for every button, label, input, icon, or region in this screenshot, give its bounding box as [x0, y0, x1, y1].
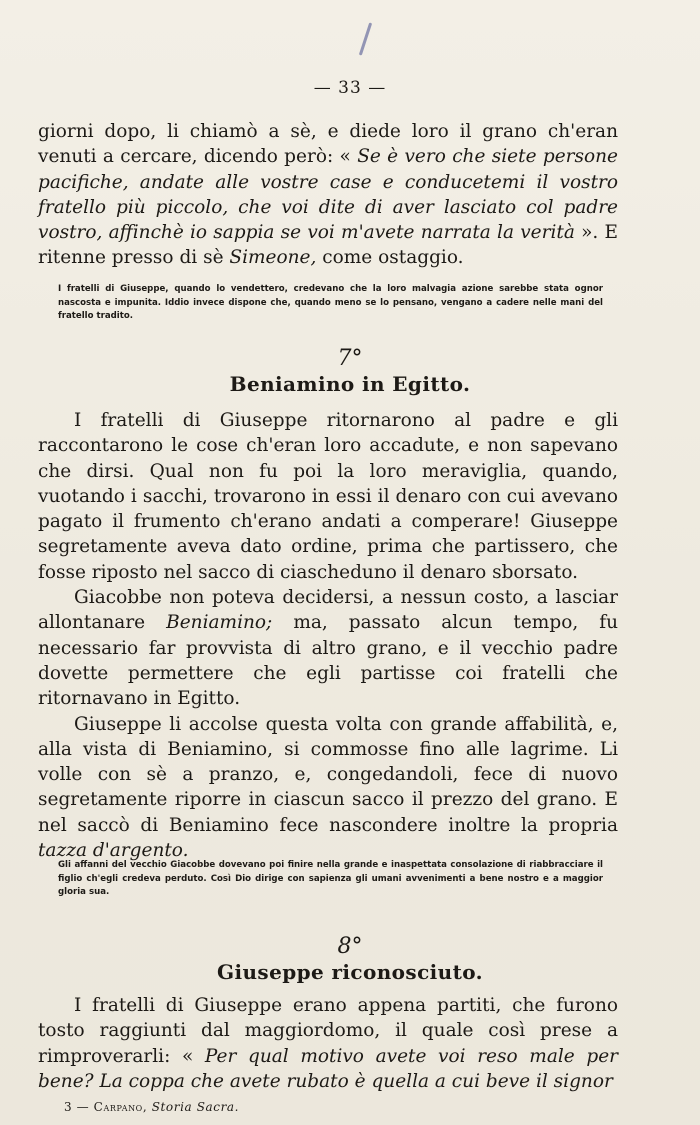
top-paragraph-text-2: ». E ritenne presso di sè [38, 222, 619, 269]
section-8-p1-text-a: I fratelli di Giuseppe erano appena partiti, che furono tosto raggiunti dal maggiordomo, il quale così prese a rimproverarli: « [38, 995, 618, 1067]
footnote-2: Gli affanni del vecchio Giacobbe dovevano poi finire nella grande e inaspettata consolazione di riabbracciare il figlio ch'egli credeva perduto. Così Dio dirige con sapienza gli umani avvenimenti a bene nostro e a maggior gloria sua. [58, 860, 603, 897]
section-8-title: Giuseppe riconosciuto. [217, 960, 483, 984]
section-7-paragraph-3 [38, 712, 618, 864]
pencil-mark [359, 22, 372, 55]
page-number: — 33 — [313, 78, 387, 98]
footer-work-title: Storia Sacra. [151, 1100, 240, 1114]
top-paragraph-text-3: come ostaggio. [316, 247, 464, 269]
top-paragraph-text-1: giorni dopo, li chiamò a sè, e diede loro il grano ch'eran venuti a cercare, dicendo però: « [38, 121, 618, 168]
top-paragraph [38, 119, 618, 271]
section-8-number: 8° [337, 934, 363, 959]
section-7-p2-name: Beniamino; [166, 612, 273, 634]
section-7-paragraph-1: I fratelli di Giuseppe ritornarono al padre e gli raccontarono le cose ch'eran loro accadute, e non sapevano che dirsi. Qual non fu poi la loro meraviglia, quando, vuotando i sacchi, trovarono in essi il denaro con cui avevano pagato il frumento ch'erano andati a comperare! Giuseppe segretamente aveva dato ordine, prima che partissero, che fosse riposto nel sacco di ciascheduno il denaro sborsato. [38, 410, 618, 583]
top-paragraph-name: Simeone, [229, 247, 317, 269]
section-7-p3-text-a: Giuseppe li accolse questa volta con grande affabilità, e, alla vista di Beniamino, si commosse fino alle lagrime. Li volle con sè a pranzo, e, congedandoli, fece di nuovo segretamente riporre in ciascun sacco il prezzo del grano. E nel saccò di Beniamino fece nascondere inoltre la propria [38, 713, 618, 836]
section-8-body [38, 993, 618, 1094]
section-7-number: 7° [337, 346, 363, 371]
section-7-p3-italic: tazza d'argento. [38, 840, 189, 862]
footer-author: Carpano, [93, 1100, 148, 1114]
signature-footer [64, 1100, 239, 1114]
section-7-p2-text-b: ma, passato alcun tempo, fu necessario far provvista di altro grano, e il vecchio padre dovette permettere che egli partisse coi fratelli che ritornavano in Egitto. [38, 612, 618, 710]
section-8-paragraph-1 [38, 993, 618, 1094]
section-7-title: Beniamino in Egitto. [229, 372, 471, 396]
section-8-p1-quote: Per qual motivo avete voi reso male per bene? La coppa che avete rubato è quella a cui beve il signor [38, 1045, 618, 1092]
section-7-paragraph-2 [38, 585, 618, 711]
top-paragraph-quote: Se è vero che siete persone pacifiche, andate alle vostre case e conducetemi il vostro fratello più piccolo, che voi dite di aver lasciato col padre vostro, affinchè io sappia se voi m'avete narrata la verità [38, 146, 618, 244]
section-7-body [38, 408, 618, 863]
section-7-p2-text-a: Giacobbe non poteva decidersi, a nessun costo, a lasciar allontanare [38, 587, 618, 634]
footer-sheet-number: 3 — [64, 1100, 90, 1114]
footnote-1: I fratelli di Giuseppe, quando lo vendettero, credevano che la loro malvagia azione sarebbe stata ognor nascosta e impunita. Iddio invece dispone che, quando meno se lo pensano, vengano a cadere nelle mani del fratello tradito. [58, 284, 603, 321]
